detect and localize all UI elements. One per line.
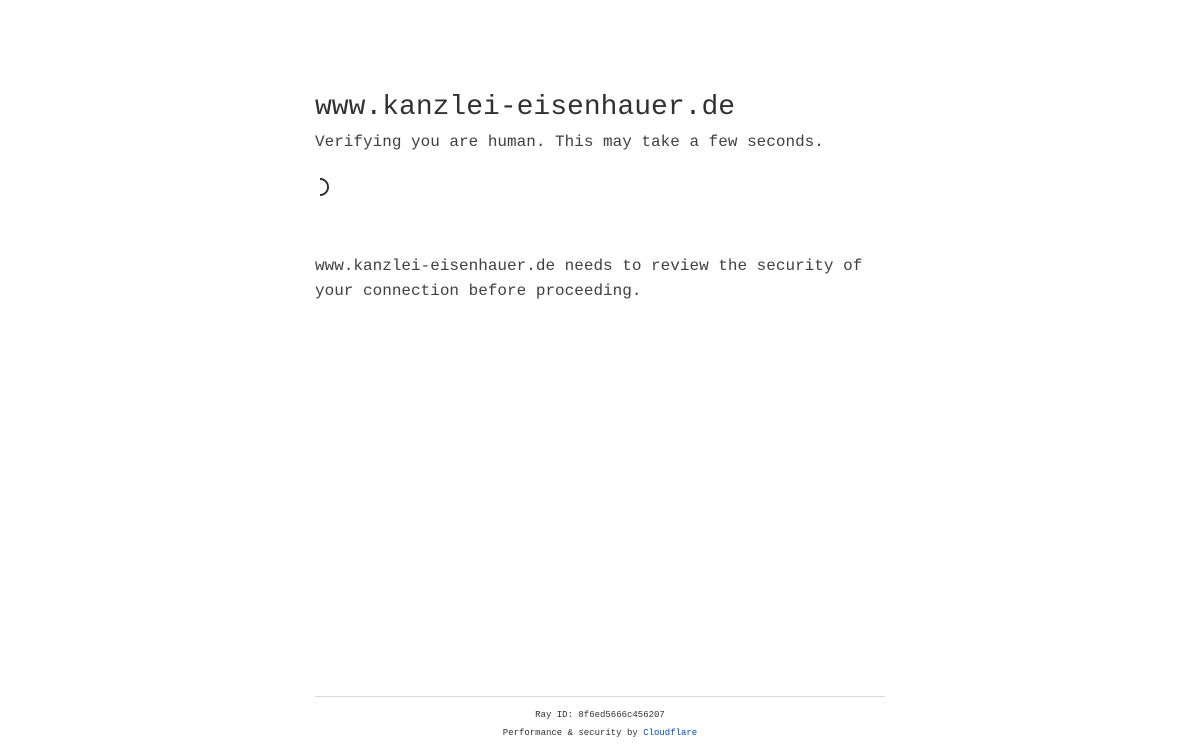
cloudflare-link[interactable]: Cloudflare: [643, 728, 698, 738]
verification-status: Verifying you are human. This may take a few seconds.: [315, 133, 824, 151]
footer: [315, 696, 885, 739]
performance-line: [315, 727, 885, 739]
main-content: [315, 88, 885, 304]
ray-id-label: Ray ID:: [535, 710, 573, 720]
ray-id-line: [315, 709, 885, 721]
ray-id-value: 8f6ed5666c456207: [578, 710, 665, 720]
performance-text: Performance & security by: [502, 728, 638, 738]
loading-spinner-icon: [315, 176, 339, 200]
site-title: www.kanzlei-eisenhauer.de: [315, 92, 736, 123]
security-review-message: www.kanzlei-eisenhauer.de needs to review the security of your connection before proceeding.: [315, 257, 863, 300]
